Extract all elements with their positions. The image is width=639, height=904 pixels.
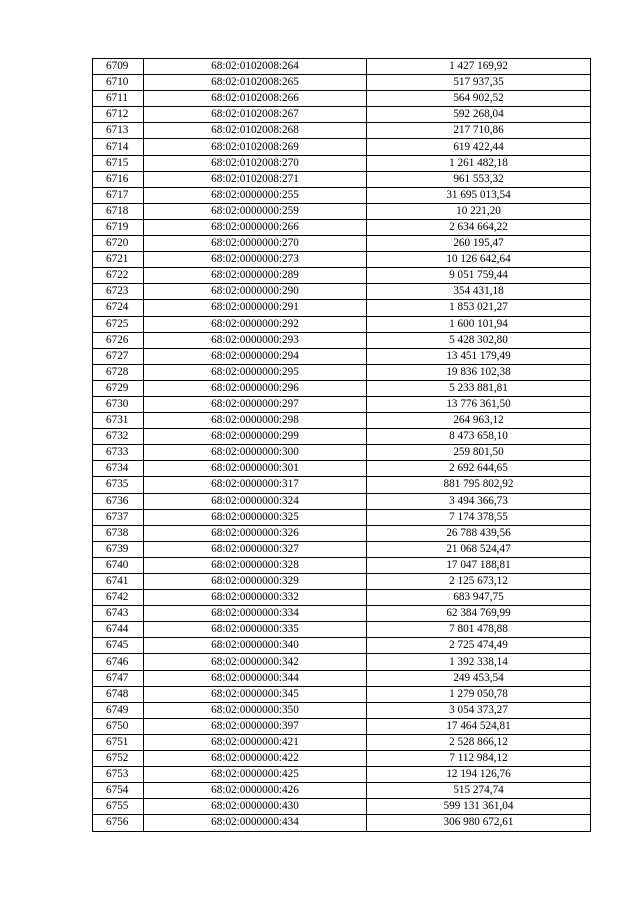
row-number-cell: 6719	[93, 219, 144, 235]
cadastral-value-cell: 3 494 366,73	[367, 493, 591, 509]
row-number-cell: 6715	[93, 155, 144, 171]
row-number-cell: 6752	[93, 751, 144, 767]
cadastral-value-cell: 1 392 338,14	[367, 654, 591, 670]
table-row	[93, 75, 591, 91]
cadastral-value-cell: 10 126 642,64	[367, 252, 591, 268]
cadastral-value-cell: 2 528 866,12	[367, 734, 591, 750]
row-number-cell: 6743	[93, 606, 144, 622]
table-row	[93, 155, 591, 171]
cadastral-value-cell: 3 054 373,27	[367, 702, 591, 718]
cadastral-value-cell: 7 112 984,12	[367, 751, 591, 767]
row-number-cell: 6753	[93, 767, 144, 783]
row-number-cell: 6746	[93, 654, 144, 670]
table-row	[93, 316, 591, 332]
table-row	[93, 574, 591, 590]
table-row	[93, 203, 591, 219]
row-number-cell: 6755	[93, 799, 144, 815]
cadastral-number-cell: 68:02:0000000:334	[144, 606, 367, 622]
row-number-cell: 6724	[93, 300, 144, 316]
row-number-cell: 6711	[93, 91, 144, 107]
table-row	[93, 799, 591, 815]
cadastral-value-cell: 5 428 302,80	[367, 332, 591, 348]
cadastral-number-cell: 68:02:0000000:289	[144, 268, 367, 284]
row-number-cell: 6742	[93, 590, 144, 606]
cadastral-number-cell: 68:02:0102008:268	[144, 123, 367, 139]
cadastral-value-cell: 592 268,04	[367, 107, 591, 123]
cadastral-number-cell: 68:02:0000000:270	[144, 236, 367, 252]
row-number-cell: 6714	[93, 139, 144, 155]
table-row	[93, 751, 591, 767]
table-row	[93, 734, 591, 750]
cadastral-value-cell: 31 695 013,54	[367, 187, 591, 203]
cadastral-value-cell: 7 174 378,55	[367, 509, 591, 525]
table-row	[93, 654, 591, 670]
row-number-cell: 6744	[93, 622, 144, 638]
cadastral-number-cell: 68:02:0000000:344	[144, 670, 367, 686]
table-row	[93, 461, 591, 477]
table-row	[93, 525, 591, 541]
cadastral-number-cell: 68:02:0000000:426	[144, 783, 367, 799]
cadastral-number-cell: 68:02:0000000:290	[144, 284, 367, 300]
table-row	[93, 59, 591, 75]
cadastral-value-cell: 961 553,32	[367, 171, 591, 187]
cadastral-value-cell: 26 788 439,56	[367, 525, 591, 541]
row-number-cell: 6713	[93, 123, 144, 139]
table-row	[93, 815, 591, 831]
table-row	[93, 107, 591, 123]
table-row	[93, 364, 591, 380]
table-row	[93, 557, 591, 573]
cadastral-value-cell: 8 473 658,10	[367, 429, 591, 445]
cadastral-value-cell: 1 427 169,92	[367, 59, 591, 75]
table-row	[93, 767, 591, 783]
row-number-cell: 6735	[93, 477, 144, 493]
cadastral-number-cell: 68:02:0000000:345	[144, 686, 367, 702]
row-number-cell: 6721	[93, 252, 144, 268]
cadastral-value-cell: 2 634 664,22	[367, 219, 591, 235]
table-row	[93, 429, 591, 445]
row-number-cell: 6716	[93, 171, 144, 187]
cadastral-number-cell: 68:02:0000000:434	[144, 815, 367, 831]
table-row	[93, 332, 591, 348]
cadastral-value-cell: 12 194 126,76	[367, 767, 591, 783]
cadastral-value-cell: 62 384 769,99	[367, 606, 591, 622]
cadastral-value-cell: 260 195,47	[367, 236, 591, 252]
cadastral-value-cell: 306 980 672,61	[367, 815, 591, 831]
row-number-cell: 6736	[93, 493, 144, 509]
table-row	[93, 348, 591, 364]
row-number-cell: 6726	[93, 332, 144, 348]
cadastral-number-cell: 68:02:0000000:350	[144, 702, 367, 718]
table-row	[93, 284, 591, 300]
table-row	[93, 622, 591, 638]
row-number-cell: 6745	[93, 638, 144, 654]
cadastral-value-cell: 7 801 478,88	[367, 622, 591, 638]
cadastral-value-cell: 17 464 524,81	[367, 718, 591, 734]
cadastral-number-cell: 68:02:0000000:266	[144, 219, 367, 235]
row-number-cell: 6725	[93, 316, 144, 332]
cadastral-number-cell: 68:02:0000000:329	[144, 574, 367, 590]
row-number-cell: 6732	[93, 429, 144, 445]
cadastral-value-cell: 2 725 474,49	[367, 638, 591, 654]
row-number-cell: 6748	[93, 686, 144, 702]
cadastral-value-cell: 19 836 102,38	[367, 364, 591, 380]
cadastral-value-cell: 1 261 482,18	[367, 155, 591, 171]
cadastral-number-cell: 68:02:0000000:332	[144, 590, 367, 606]
cadastral-number-cell: 68:02:0102008:264	[144, 59, 367, 75]
cadastral-value-cell: 21 068 524,47	[367, 541, 591, 557]
table-row	[93, 236, 591, 252]
cadastral-value-cell: 10 221,20	[367, 203, 591, 219]
cadastral-value-cell: 1 279 050,78	[367, 686, 591, 702]
cadastral-number-cell: 68:02:0000000:293	[144, 332, 367, 348]
cadastral-value-cell: 517 937,35	[367, 75, 591, 91]
cadastral-number-cell: 68:02:0000000:335	[144, 622, 367, 638]
row-number-cell: 6730	[93, 396, 144, 412]
table-row	[93, 670, 591, 686]
cadastral-number-cell: 68:02:0000000:297	[144, 396, 367, 412]
row-number-cell: 6722	[93, 268, 144, 284]
table-row	[93, 139, 591, 155]
cadastral-number-cell: 68:02:0000000:295	[144, 364, 367, 380]
cadastral-number-cell: 68:02:0000000:259	[144, 203, 367, 219]
cadastral-value-cell: 17 047 188,81	[367, 557, 591, 573]
cadastral-number-cell: 68:02:0000000:422	[144, 751, 367, 767]
cadastral-number-cell: 68:02:0102008:271	[144, 171, 367, 187]
row-number-cell: 6747	[93, 670, 144, 686]
cadastral-value-cell: 564 902,52	[367, 91, 591, 107]
cadastral-value-cell: 2 125 673,12	[367, 574, 591, 590]
row-number-cell: 6717	[93, 187, 144, 203]
table-row	[93, 493, 591, 509]
cadastral-value-cell: 13 776 361,50	[367, 396, 591, 412]
cadastral-number-cell: 68:02:0000000:292	[144, 316, 367, 332]
cadastral-value-cell: 249 453,54	[367, 670, 591, 686]
row-number-cell: 6750	[93, 718, 144, 734]
cadastral-number-cell: 68:02:0000000:273	[144, 252, 367, 268]
table-row	[93, 606, 591, 622]
row-number-cell: 6740	[93, 557, 144, 573]
row-number-cell: 6723	[93, 284, 144, 300]
row-number-cell: 6738	[93, 525, 144, 541]
cadastral-number-cell: 68:02:0102008:270	[144, 155, 367, 171]
row-number-cell: 6749	[93, 702, 144, 718]
cadastral-value-cell: 217 710,86	[367, 123, 591, 139]
table-row	[93, 477, 591, 493]
cadastral-number-cell: 68:02:0000000:425	[144, 767, 367, 783]
cadastral-value-cell: 354 431,18	[367, 284, 591, 300]
row-number-cell: 6739	[93, 541, 144, 557]
table-row	[93, 219, 591, 235]
table-row	[93, 300, 591, 316]
table-row	[93, 268, 591, 284]
row-number-cell: 6710	[93, 75, 144, 91]
table-row	[93, 91, 591, 107]
cadastral-number-cell: 68:02:0000000:294	[144, 348, 367, 364]
cadastral-value-cell: 1 600 101,94	[367, 316, 591, 332]
cadastral-value-cell: 13 451 179,49	[367, 348, 591, 364]
row-number-cell: 6737	[93, 509, 144, 525]
cadastral-value-cell: 619 422,44	[367, 139, 591, 155]
cadastral-number-cell: 68:02:0000000:325	[144, 509, 367, 525]
cadastral-number-cell: 68:02:0000000:324	[144, 493, 367, 509]
cadastral-number-cell: 68:02:0000000:397	[144, 718, 367, 734]
cadastral-number-cell: 68:02:0000000:317	[144, 477, 367, 493]
cadastral-number-cell: 68:02:0000000:326	[144, 525, 367, 541]
cadastral-number-cell: 68:02:0102008:265	[144, 75, 367, 91]
row-number-cell: 6720	[93, 236, 144, 252]
table-row	[93, 252, 591, 268]
cadastral-number-cell: 68:02:0000000:342	[144, 654, 367, 670]
row-number-cell: 6727	[93, 348, 144, 364]
cadastral-number-cell: 68:02:0000000:430	[144, 799, 367, 815]
cadastral-number-cell: 68:02:0102008:269	[144, 139, 367, 155]
row-number-cell: 6729	[93, 380, 144, 396]
table-row	[93, 396, 591, 412]
cadastral-value-cell: 515 274,74	[367, 783, 591, 799]
cadastral-number-cell: 68:02:0102008:266	[144, 91, 367, 107]
table-row	[93, 638, 591, 654]
row-number-cell: 6731	[93, 413, 144, 429]
cadastral-value-cell: 264 963,12	[367, 413, 591, 429]
table-row	[93, 413, 591, 429]
row-number-cell: 6751	[93, 734, 144, 750]
cadastral-value-cell: 9 051 759,44	[367, 268, 591, 284]
row-number-cell: 6734	[93, 461, 144, 477]
cadastral-number-cell: 68:02:0000000:300	[144, 445, 367, 461]
cadastral-number-cell: 68:02:0000000:421	[144, 734, 367, 750]
table-row	[93, 509, 591, 525]
row-number-cell: 6712	[93, 107, 144, 123]
table-row	[93, 445, 591, 461]
table-row	[93, 783, 591, 799]
cadastral-number-cell: 68:02:0000000:340	[144, 638, 367, 654]
cadastral-value-cell: 683 947,75	[367, 590, 591, 606]
table-row	[93, 702, 591, 718]
table-row	[93, 590, 591, 606]
cadastral-value-cell: 599 131 361,04	[367, 799, 591, 815]
cadastral-number-cell: 68:02:0000000:255	[144, 187, 367, 203]
table-row	[93, 718, 591, 734]
cadastral-value-cell: 5 233 881,81	[367, 380, 591, 396]
cadastral-value-cell: 2 692 644,65	[367, 461, 591, 477]
row-number-cell: 6728	[93, 364, 144, 380]
table-row	[93, 171, 591, 187]
table-row	[93, 123, 591, 139]
table-row	[93, 686, 591, 702]
table-row	[93, 187, 591, 203]
table-row	[93, 380, 591, 396]
table-row	[93, 541, 591, 557]
row-number-cell: 6741	[93, 574, 144, 590]
table-body	[93, 59, 591, 832]
cadastral-number-cell: 68:02:0000000:296	[144, 380, 367, 396]
cadastral-value-table	[92, 58, 591, 832]
row-number-cell: 6718	[93, 203, 144, 219]
cadastral-value-cell: 259 801,50	[367, 445, 591, 461]
row-number-cell: 6754	[93, 783, 144, 799]
cadastral-number-cell: 68:02:0000000:299	[144, 429, 367, 445]
cadastral-number-cell: 68:02:0000000:327	[144, 541, 367, 557]
cadastral-number-cell: 68:02:0102008:267	[144, 107, 367, 123]
cadastral-number-cell: 68:02:0000000:328	[144, 557, 367, 573]
row-number-cell: 6709	[93, 59, 144, 75]
cadastral-value-cell: 1 853 021,27	[367, 300, 591, 316]
row-number-cell: 6733	[93, 445, 144, 461]
cadastral-value-cell: 881 795 802,92	[367, 477, 591, 493]
cadastral-number-cell: 68:02:0000000:298	[144, 413, 367, 429]
row-number-cell: 6756	[93, 815, 144, 831]
cadastral-number-cell: 68:02:0000000:301	[144, 461, 367, 477]
cadastral-number-cell: 68:02:0000000:291	[144, 300, 367, 316]
